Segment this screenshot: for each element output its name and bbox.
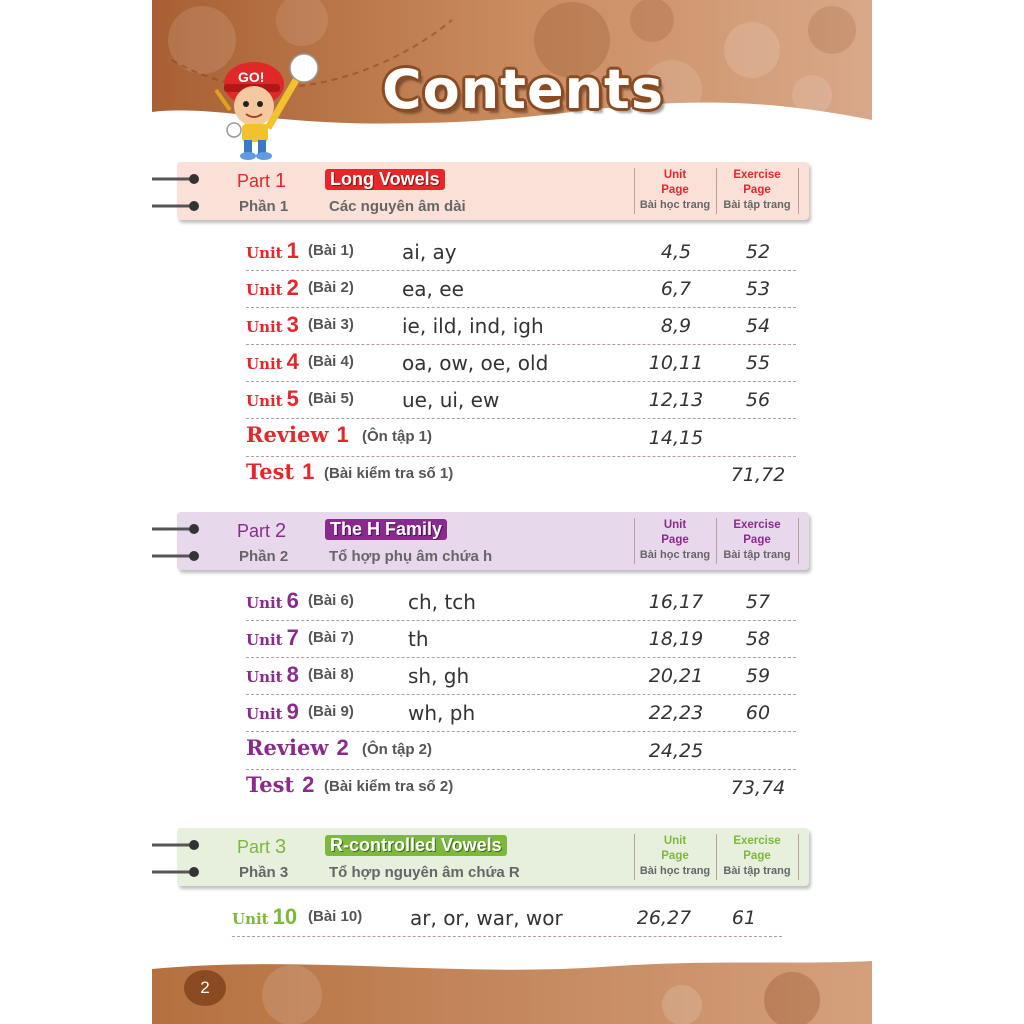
table-row[interactable] [246,457,796,493]
part-2-title: The H Family [325,519,447,540]
header-vn: Bài tập trang [723,199,791,211]
unit-content: sh, gh [408,664,470,688]
test-vn: (Bài kiểm tra số 1) [324,465,454,482]
unit-vn: (Bài 6) [308,592,354,609]
unit-label [246,349,299,375]
test-vn: (Bài kiểm tra số 2) [324,778,454,795]
review-number: 2 [336,735,349,760]
header-vn: Bài tập trang [723,549,791,561]
unit-number: 2 [286,275,299,300]
unit-page: 22,23 [648,702,704,724]
unit-page: 18,19 [648,628,704,650]
header-line: Exercise [733,519,781,531]
exercise-page: 73,74 [730,777,786,799]
part-2-vn-label: Phần 2 [239,548,289,565]
part-2-label [237,520,286,543]
column-divider [798,168,799,214]
exercise-page: 53 [745,278,771,300]
unit-page: 24,25 [648,740,704,762]
cap-text: GO! [238,69,265,85]
review-word: Review [246,422,329,447]
table-row[interactable] [246,733,796,770]
unit-vn: (Bài 8) [308,666,354,683]
unit-word: Unit [246,594,283,612]
header-line: Exercise [733,169,781,181]
unit-number: 1 [286,238,299,263]
unit-word: Unit [246,318,283,336]
part-1-title: Long Vowels [325,169,445,190]
unit-content: ea, ee [402,277,464,301]
part-prefix: Part [237,521,271,541]
unit-page: 14,15 [648,427,704,449]
header-line: Unit [663,519,687,531]
unit-label [232,904,297,930]
unit-vn: (Bài 9) [308,703,354,720]
exercise-page: 59 [745,665,771,687]
unit-vn: (Bài 2) [308,279,354,296]
table-row[interactable] [246,382,796,419]
unit-number: 5 [286,386,299,411]
unit-page: 16,17 [648,591,704,613]
column-divider [798,518,799,564]
exercise-page: 56 [745,389,771,411]
header-line: Page [661,184,689,196]
unit-vn: (Bài 3) [308,316,354,333]
unit-label [246,275,299,301]
exercise-page: 60 [745,702,771,724]
binder-rings [152,828,202,886]
footer-background [152,955,872,1024]
exercise-page: 71,72 [730,464,786,486]
exercise-page-header [717,168,797,213]
unit-content: ie, ild, ind, igh [402,314,544,338]
table-row[interactable] [246,584,796,621]
test-word: Test [246,772,295,797]
part-3-vn-label: Phần 3 [239,864,289,881]
part-3-label [237,836,286,859]
part-1-banner [177,162,809,220]
unit-number: 8 [286,662,299,687]
unit-page-header [635,518,715,563]
part-1-subtitle: Các nguyên âm dài [329,198,466,215]
review-vn: (Ôn tập 2) [362,741,432,758]
unit-label [246,312,299,338]
unit-label [246,588,299,614]
exercise-page-header [717,518,797,563]
header-line: Page [743,534,771,546]
unit-vn: (Bài 5) [308,390,354,407]
unit-number: 4 [286,349,299,374]
unit-content: ue, ui, ew [402,388,500,412]
review-vn: (Ôn tập 1) [362,428,432,445]
unit-content: th [408,627,429,651]
unit-number: 7 [286,625,299,650]
unit-number: 6 [286,588,299,613]
table-row[interactable] [246,420,796,457]
table-row[interactable] [246,308,796,345]
exercise-page-header [717,834,797,879]
part-prefix: Part [237,837,271,857]
part-number: 2 [275,520,287,542]
unit-page: 20,21 [648,665,704,687]
part-3-subtitle: Tổ hợp nguyên âm chứa R [329,864,520,881]
unit-label [246,699,299,725]
unit-page: 4,5 [660,241,692,263]
header-line: Unit [663,169,687,181]
unit-content: wh, ph [408,701,476,725]
table-row[interactable] [232,900,782,937]
unit-page: 12,13 [648,389,704,411]
review-word: Review [246,735,329,760]
exercise-page: 54 [745,315,771,337]
header-line: Page [743,184,771,196]
unit-label [246,386,299,412]
table-row[interactable] [246,271,796,308]
exercise-page: 57 [745,591,771,613]
header-line: Page [661,534,689,546]
table-row[interactable] [246,658,796,695]
unit-label [246,662,299,688]
unit-number: 3 [286,312,299,337]
column-divider [798,834,799,880]
part-3-title: R-controlled Vowels [325,835,507,856]
exercise-page: 58 [745,628,771,650]
test-number: 1 [302,459,315,484]
header-line: Exercise [733,835,781,847]
header-line: Page [743,850,771,862]
part-number: 3 [275,836,287,858]
table-row[interactable] [246,345,796,382]
part-2-banner [177,512,809,570]
unit-page: 6,7 [660,278,692,300]
header-line: Unit [663,835,687,847]
unit-content: ai, ay [402,240,457,264]
unit-label [246,238,299,264]
unit-word: Unit [246,668,283,686]
header-vn: Bài tập trang [723,865,791,877]
part-number: 1 [275,170,287,192]
test-word: Test [246,459,295,484]
review-label [246,422,349,448]
unit-word: Unit [246,705,283,723]
unit-word: Unit [246,631,283,649]
unit-content: ch, tch [408,590,476,614]
part-prefix: Part [237,171,271,191]
unit-vn: (Bài 10) [308,908,363,925]
part-3-banner [177,828,809,886]
unit-vn: (Bài 1) [308,242,354,259]
unit-word: Unit [246,392,283,410]
unit-label [246,625,299,651]
contents-page [152,0,872,1024]
unit-page-header [635,834,715,879]
test-number: 2 [302,772,315,797]
test-label [246,459,314,485]
unit-content: oa, ow, oe, old [402,351,549,375]
unit-content: ar, or, war, wor [410,906,563,930]
unit-word: Unit [232,910,269,928]
mascot-illustration [208,50,328,162]
header-vn: Bài học trang [639,549,711,561]
unit-number: 9 [286,699,299,724]
unit-page: 8,9 [660,315,692,337]
review-number: 1 [336,422,349,447]
binder-rings [152,512,202,570]
part-2-subtitle: Tổ hợp phụ âm chứa h [329,548,493,565]
exercise-page: 61 [731,907,757,929]
unit-number: 10 [272,904,298,929]
page-title: Contents [382,58,665,121]
unit-word: Unit [246,355,283,373]
part-1-label [237,170,286,193]
table-row[interactable] [246,621,796,658]
unit-word: Unit [246,244,283,262]
page-number: 2 [184,970,226,1006]
binder-rings [152,162,202,220]
test-label [246,772,314,798]
unit-page: 26,27 [636,907,692,929]
unit-page: 10,11 [648,352,704,374]
header-line: Page [661,850,689,862]
part-1-vn-label: Phần 1 [239,198,289,215]
exercise-page: 52 [745,241,771,263]
header-vn: Bài học trang [639,199,711,211]
unit-page-header [635,168,715,213]
table-row[interactable] [246,695,796,732]
header-vn: Bài học trang [639,865,711,877]
unit-vn: (Bài 4) [308,353,354,370]
exercise-page: 55 [745,352,771,374]
review-label [246,735,349,761]
table-row[interactable] [246,770,796,806]
table-row[interactable] [246,234,796,271]
unit-vn: (Bài 7) [308,629,354,646]
unit-word: Unit [246,281,283,299]
